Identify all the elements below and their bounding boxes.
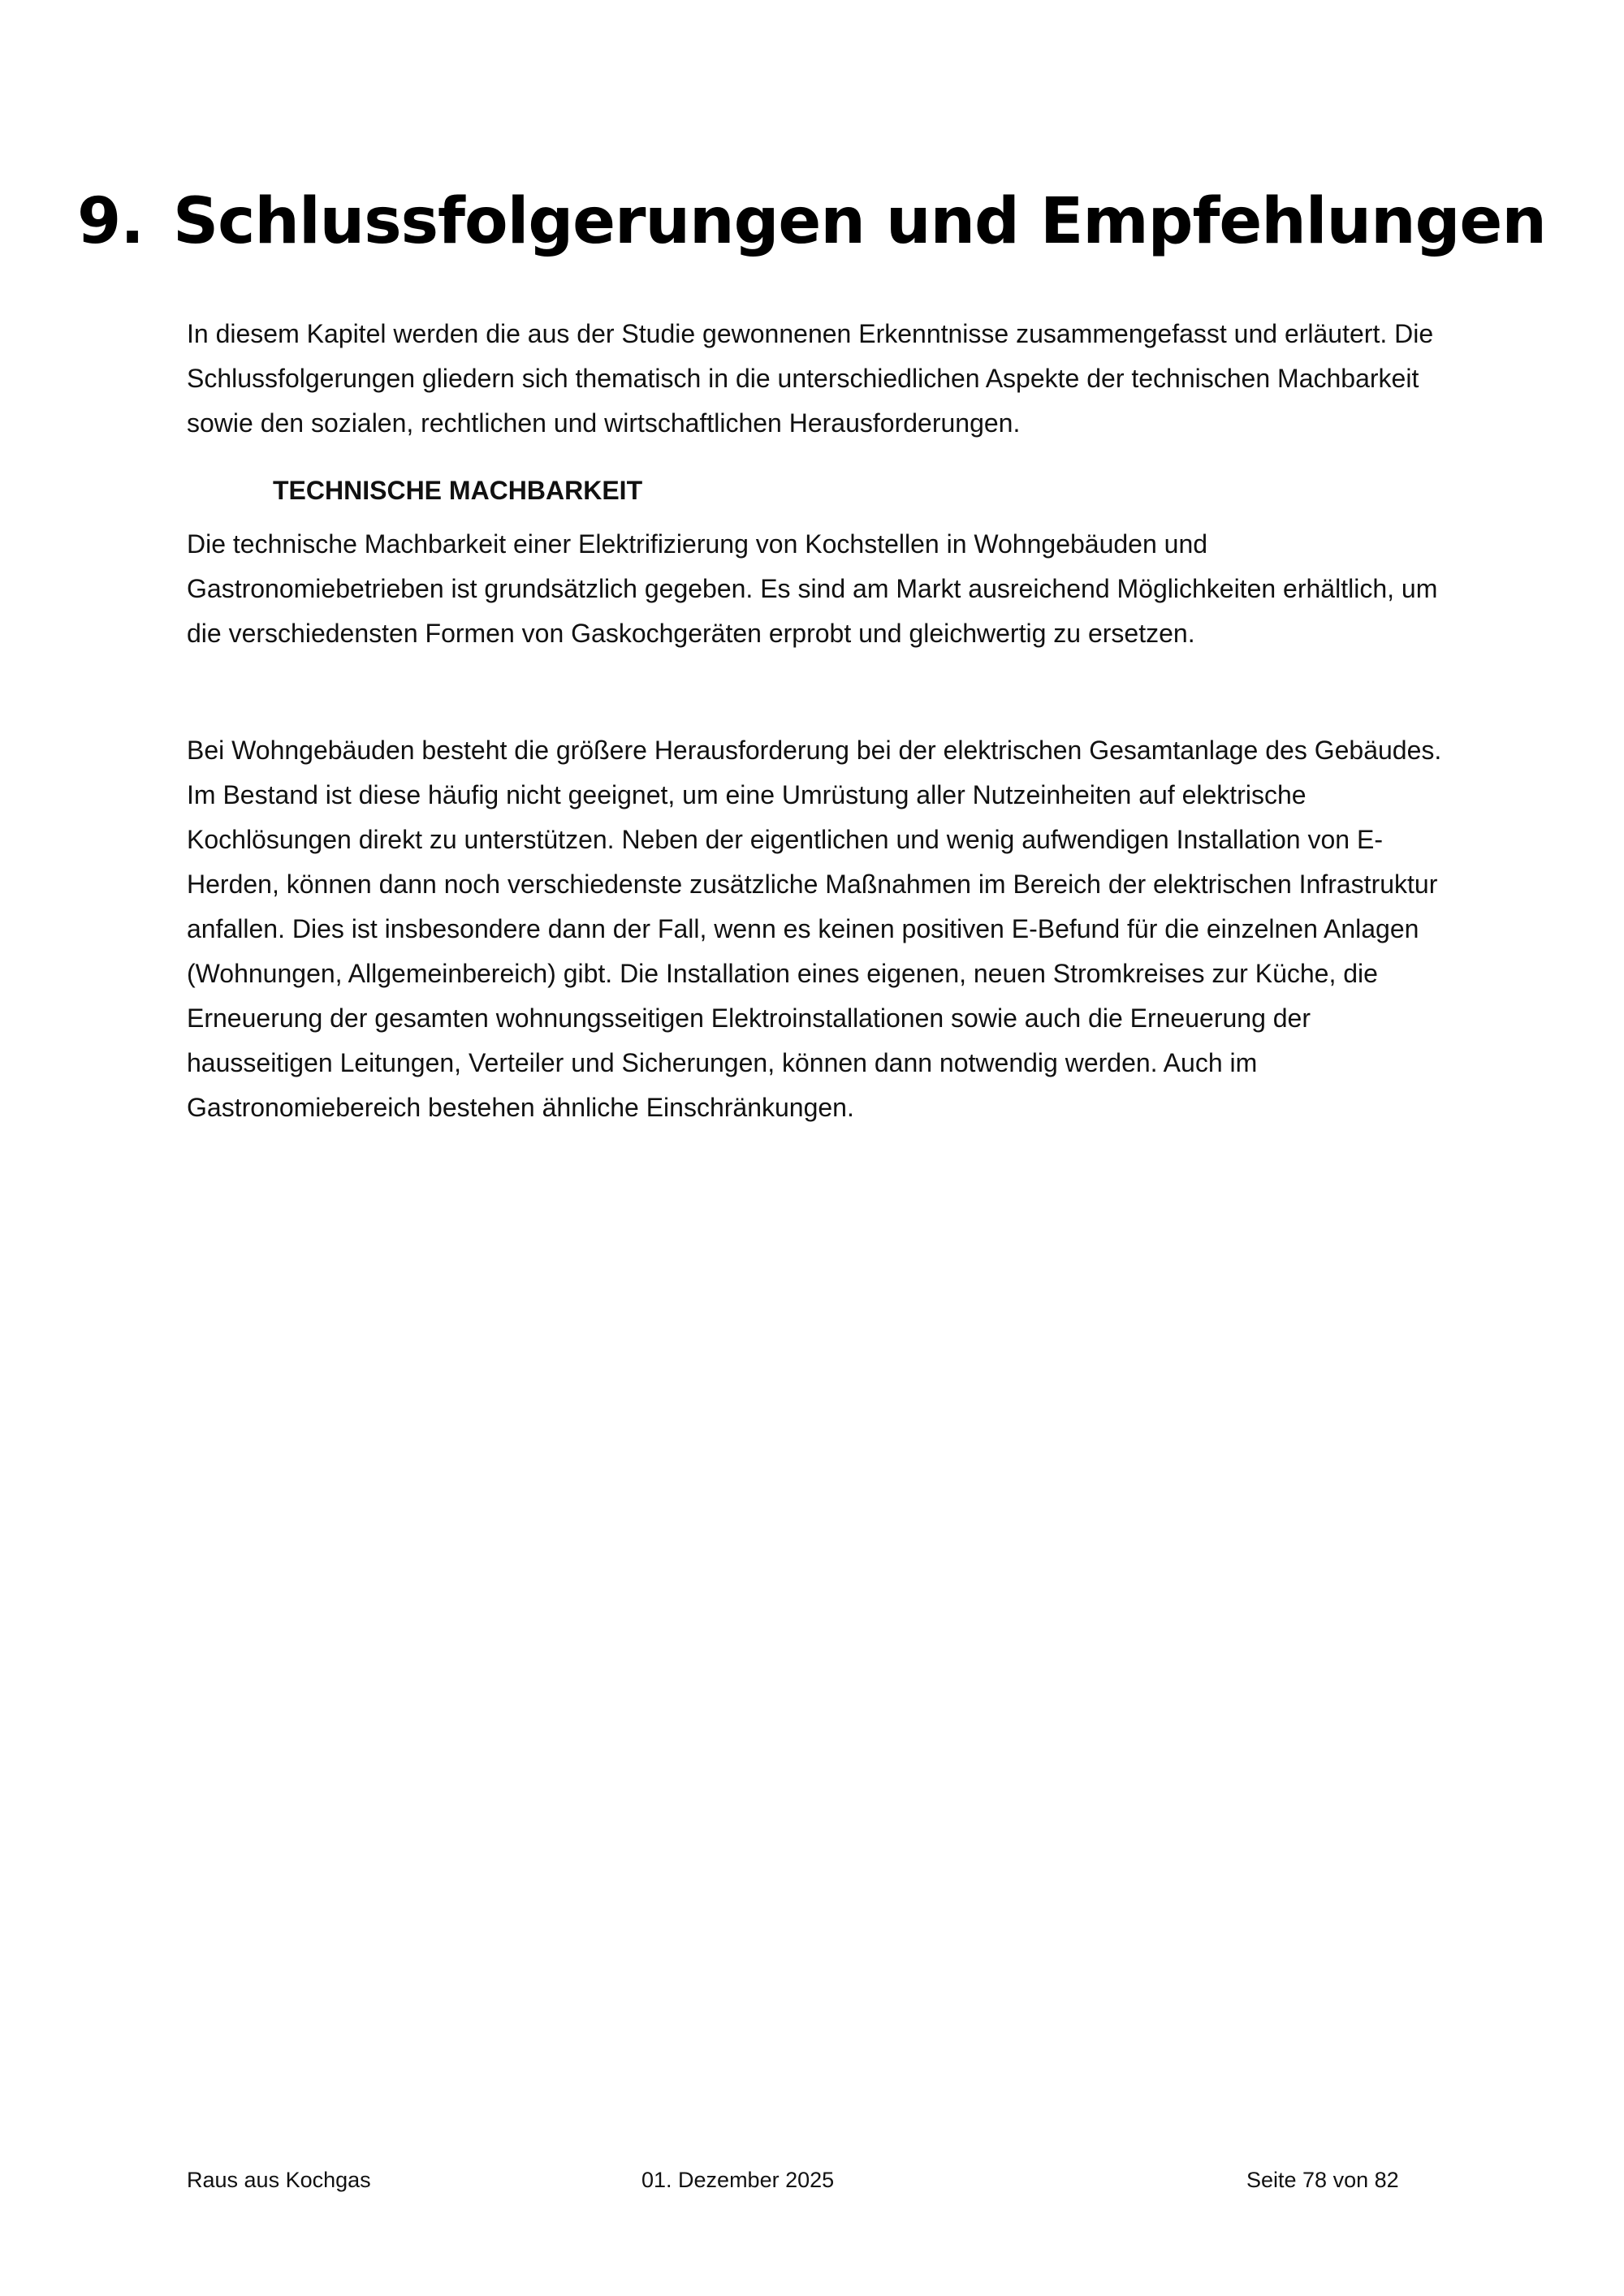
section-paragraph-2 bbox=[187, 728, 1453, 1130]
footer-document-title: Raus aus Kochgas bbox=[187, 2168, 371, 2192]
section-paragraph-1 bbox=[187, 522, 1453, 656]
footer-page-number: Seite 78 von 82 bbox=[1246, 2168, 1399, 2192]
footer-date: 01. Dezember 2025 bbox=[641, 2168, 835, 2192]
section-heading: TECHNISCHE MACHBARKEIT bbox=[273, 476, 643, 505]
chapter-title: Schlussfolgerungen und Empfehlungen bbox=[173, 185, 1546, 258]
page-footer bbox=[0, 2160, 1624, 2200]
intro-text: In diesem Kapitel werden die aus der Studie gewonnenen Erkenntnisse zusammengefasst und erläutert. Die Schlussfolgerungen gliedern sich thematisch in die unterschiedlichen Aspekte der technischen Machbarkeit sowie den sozialen, rechtlichen und wirtschaftlichen Herausforderungen. bbox=[187, 319, 1434, 438]
paragraph-text: Bei Wohngebäuden besteht die größere Herausforderung bei der elektrischen Gesamtanlage des Gebäudes. Im Bestand ist diese häufig nicht geeignet, um eine Umrüstung aller Nutzeinheiten auf elektrische Kochlösungen direkt zu unterstützen. Neben der eigentlichen und wenig aufwendigen Installation von E-Herden, können dann noch verschiedenste zusätzliche Maßnahmen im Bereich der elektrischen Infrastruktur anfallen. Dies ist insbesondere dann der Fall, wenn es keinen positiven E-Befund für die einzelnen Anlagen (Wohnungen, Allgemeinbereich) gibt. Die Installation eines eigenen, neuen Stromkreises zur Küche, die Erneuerung der gesamten wohnungsseitigen Elektroinstallationen sowie auch die Erneuerung der hausseitigen Leitungen, Verteiler und Sicherungen, können dann notwendig werden. Auch im Gastronomiebereich bestehen ähnliche Einschränkungen. bbox=[187, 736, 1442, 1122]
chapter-number: 9. bbox=[77, 185, 144, 258]
chapter-heading bbox=[77, 177, 1555, 266]
paragraph-text: Die technische Machbarkeit einer Elektrifizierung von Kochstellen in Wohngebäuden und Gastronomiebetrieben ist grundsätzlich gegeben. Es sind am Markt ausreichend Möglichkeiten erhältlich, um die verschiedensten Formen von Gaskochgeräten erprobt und gleichwertig zu ersetzen. bbox=[187, 529, 1438, 648]
intro-paragraph bbox=[187, 312, 1453, 446]
